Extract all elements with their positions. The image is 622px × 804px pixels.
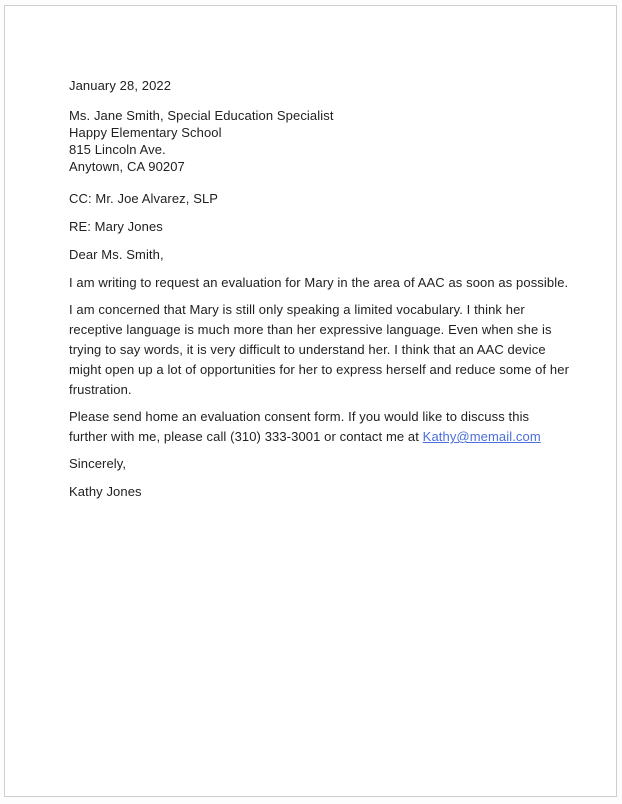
recipient-address — [69, 107, 569, 175]
body-paragraph-1: I am writing to request an evaluation for Mary in the area of AAC as soon as possible. — [69, 275, 569, 290]
recipient-name-title: Ms. Jane Smith, Special Education Specialist — [69, 108, 334, 123]
salutation: Dear Ms. Smith, — [69, 247, 164, 262]
recipient-street: 815 Lincoln Ave. — [69, 142, 166, 157]
recipient-city-state-zip: Anytown, CA 90207 — [69, 159, 185, 174]
re-line: RE: Mary Jones — [69, 219, 163, 234]
signature-block — [69, 454, 569, 502]
recipient-school: Happy Elementary School — [69, 125, 222, 140]
signoff: Sincerely, — [69, 456, 127, 471]
contact-paragraph — [69, 407, 569, 447]
contact-paragraph-text: Please send home an evaluation consent form. If you would like to discuss this further with me, please call (310) 333-3001 or contact me at — [69, 409, 530, 444]
body-paragraph-2: I am concerned that Mary is still only speaking a limited vocabulary. I think her receptive language is much more than her expressive language. Even when she is trying to say words, it is very difficult to understand her. I think that an AAC device might open up a lot of opportunities for her to express herself and reduce some of her frustration. — [69, 302, 569, 397]
cc-line: CC: Mr. Joe Alvarez, SLP — [69, 191, 219, 206]
letter-content — [5, 6, 609, 502]
signature-name: Kathy Jones — [69, 484, 142, 499]
letter-date: January 28, 2022 — [69, 78, 172, 93]
email-link[interactable]: Kathy@memail.com — [422, 429, 541, 444]
letter-page — [4, 5, 617, 797]
